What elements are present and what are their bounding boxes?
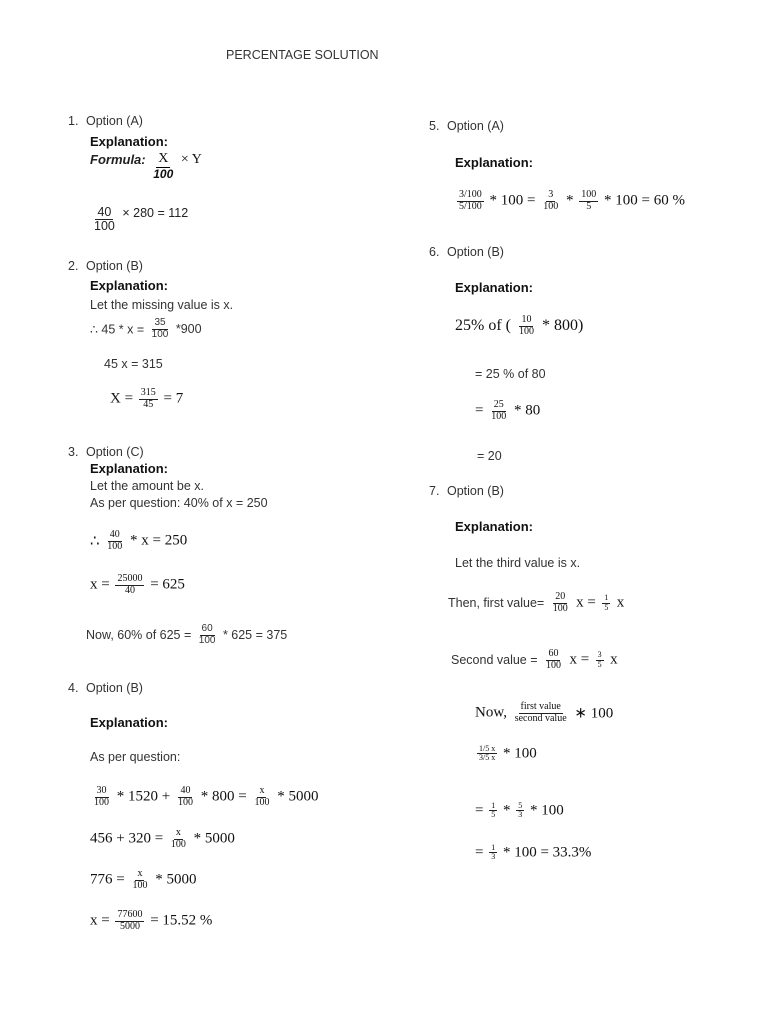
explanation-heading: Explanation: [90, 715, 169, 730]
fraction: $\frac{30}{100}$ [94, 785, 109, 808]
fraction: $\frac{40}{100}$ [107, 529, 123, 552]
option-label: Option (B) [86, 681, 143, 695]
text-line: As per question: 40% of x = 250 [90, 496, 268, 510]
fraction: $\frac{60}{100}$ [545, 648, 561, 671]
fraction: $\frac{10}{100}$ [518, 314, 534, 337]
fraction: $\frac{25}{100}$ [491, 399, 507, 422]
equation-line: x = $\frac{77600}{5000}$ = 15.52 % [90, 909, 213, 932]
fraction: $\frac{40}{100}$ [177, 785, 193, 808]
equation-line: x = $\frac{25000}{40}$ = 625 [90, 573, 185, 596]
equation-line: 776 = $\frac{x}{100}$ * 5000 [90, 868, 197, 891]
equation-line: $\frac{30}{100}$ * 1520 + $\frac{40}{100}$ * 800 = $\frac{x}{100}$ * 5000 [94, 785, 319, 808]
fraction: $\frac{x}{100}$ [170, 827, 186, 850]
question-6-option [429, 245, 504, 259]
question-5-option [429, 119, 504, 133]
option-label: Option (B) [447, 245, 504, 259]
option-label: Option (B) [447, 484, 504, 498]
fraction: $\frac{40}{100}$ [94, 205, 115, 234]
option-label: Option (B) [86, 259, 143, 273]
fraction: $\frac{1}{3}$ [491, 843, 496, 862]
fraction: $\frac{3}{100}$ [543, 189, 559, 212]
fraction: $\frac{1}{5}$ [491, 801, 496, 820]
explanation-heading: Explanation: [90, 461, 169, 476]
formula-line: Formula: $\frac{X}{100}$ × Y [90, 151, 202, 181]
text-line: = 20 [477, 449, 502, 463]
question-number: 3. [68, 445, 79, 459]
equation-line: Now, $\frac{\text{first value}}{\text{second value}}$ ∗ 100 [475, 701, 614, 724]
text-line: Let the missing value is x. [90, 298, 234, 312]
explanation-heading: Explanation: [455, 155, 534, 170]
fraction: $\frac{60}{100}$ [198, 623, 216, 646]
equation-line: Second value = $\frac{60}{100}$ x = $\frac{3}{5}$ x [451, 648, 618, 671]
explanation-heading: Explanation: [455, 519, 534, 534]
equation-line: 25% of ( $\frac{10}{100}$ * 800) [455, 314, 584, 337]
question-number: 1. [68, 114, 79, 128]
text-line: = 25 % of 80 [475, 367, 546, 381]
question-7-option [429, 484, 504, 498]
fraction: $\frac{25000}{40}$ [117, 573, 143, 596]
equation-line: Now, 60% of 625 = $\frac{60}{100}$ * 625 = 375 [86, 623, 288, 646]
fraction: $\frac{77600}{5000}$ [117, 909, 143, 932]
equation-line: $\frac{3/100}{5/100}$ * 100 = $\frac{3}{100}$ * $\frac{100}{5}$ * 100 = 60 % [459, 189, 685, 212]
explanation-heading: Explanation: [90, 134, 169, 149]
fraction: $\frac{100}{5}$ [581, 189, 597, 212]
equation-line: = $\frac{1}{5}$ * $\frac{5}{3}$ * 100 [475, 801, 564, 820]
equation-line: Then, first value= $\frac{20}{100}$ x = $\frac{1}{5}$ x [448, 591, 625, 614]
text-line: Let the third value is x. [455, 556, 581, 570]
equation-line: 456 + 320 = $\frac{x}{100}$ * 5000 [90, 827, 235, 850]
question-number: 7. [429, 484, 440, 498]
page-title: PERCENTAGE SOLUTION [226, 48, 379, 62]
equation-line: $\frac{1/5 x}{3/5 x}$ * 100 [479, 744, 537, 763]
question-1-option [68, 114, 143, 128]
question-number: 2. [68, 259, 79, 273]
equation-line: = $\frac{25}{100}$ * 80 [475, 399, 541, 422]
fraction: $\frac{1}{5}$ [604, 593, 609, 612]
text-line: Let the amount be x. [90, 479, 204, 493]
text-line: As per question: [90, 750, 181, 764]
equation-line: ∴ 45 * x = $\frac{35}{100}$ *900 [90, 317, 202, 340]
question-4-option [68, 681, 143, 695]
calc-line: $\frac{40}{100}$ × 280 = 112 [94, 205, 189, 234]
question-number: 6. [429, 245, 440, 259]
explanation-heading: Explanation: [455, 280, 534, 295]
equation-line: = $\frac{1}{3}$ * 100 = 33.3% [475, 843, 592, 862]
fraction: $\frac{3/100}{5/100}$ [459, 189, 482, 212]
option-label: Option (A) [447, 119, 504, 133]
fraction: $\frac{x}{100}$ [132, 868, 148, 891]
explanation-heading: Explanation: [90, 278, 169, 293]
fraction: $\frac{315}{45}$ [140, 387, 156, 410]
fraction: $\frac{5}{3}$ [518, 801, 523, 820]
fraction: $\frac{X}{100}$ [153, 151, 174, 181]
fraction: $\frac{\text{first value}}{\text{second value}}$ [514, 701, 567, 724]
question-2-option [68, 259, 143, 273]
text-line: 45 x = 315 [104, 357, 163, 371]
question-number: 5. [429, 119, 440, 133]
fraction: $\frac{35}{100}$ [151, 317, 169, 340]
formula-label: Formula: [90, 152, 146, 167]
equation-line: ∴ $\frac{40}{100}$ * x = 250 [90, 529, 188, 552]
fraction: $\frac{20}{100}$ [552, 591, 568, 614]
fraction: $\frac{1/5 x}{3/5 x}$ [479, 744, 496, 763]
fraction: $\frac{3}{5}$ [597, 650, 602, 669]
fraction: $\frac{x}{100}$ [254, 785, 270, 808]
option-label: Option (A) [86, 114, 143, 128]
equation-line: X = $\frac{315}{45}$ = 7 [110, 387, 184, 410]
question-number: 4. [68, 681, 79, 695]
question-3-option [68, 445, 144, 459]
option-label: Option (C) [86, 445, 144, 459]
